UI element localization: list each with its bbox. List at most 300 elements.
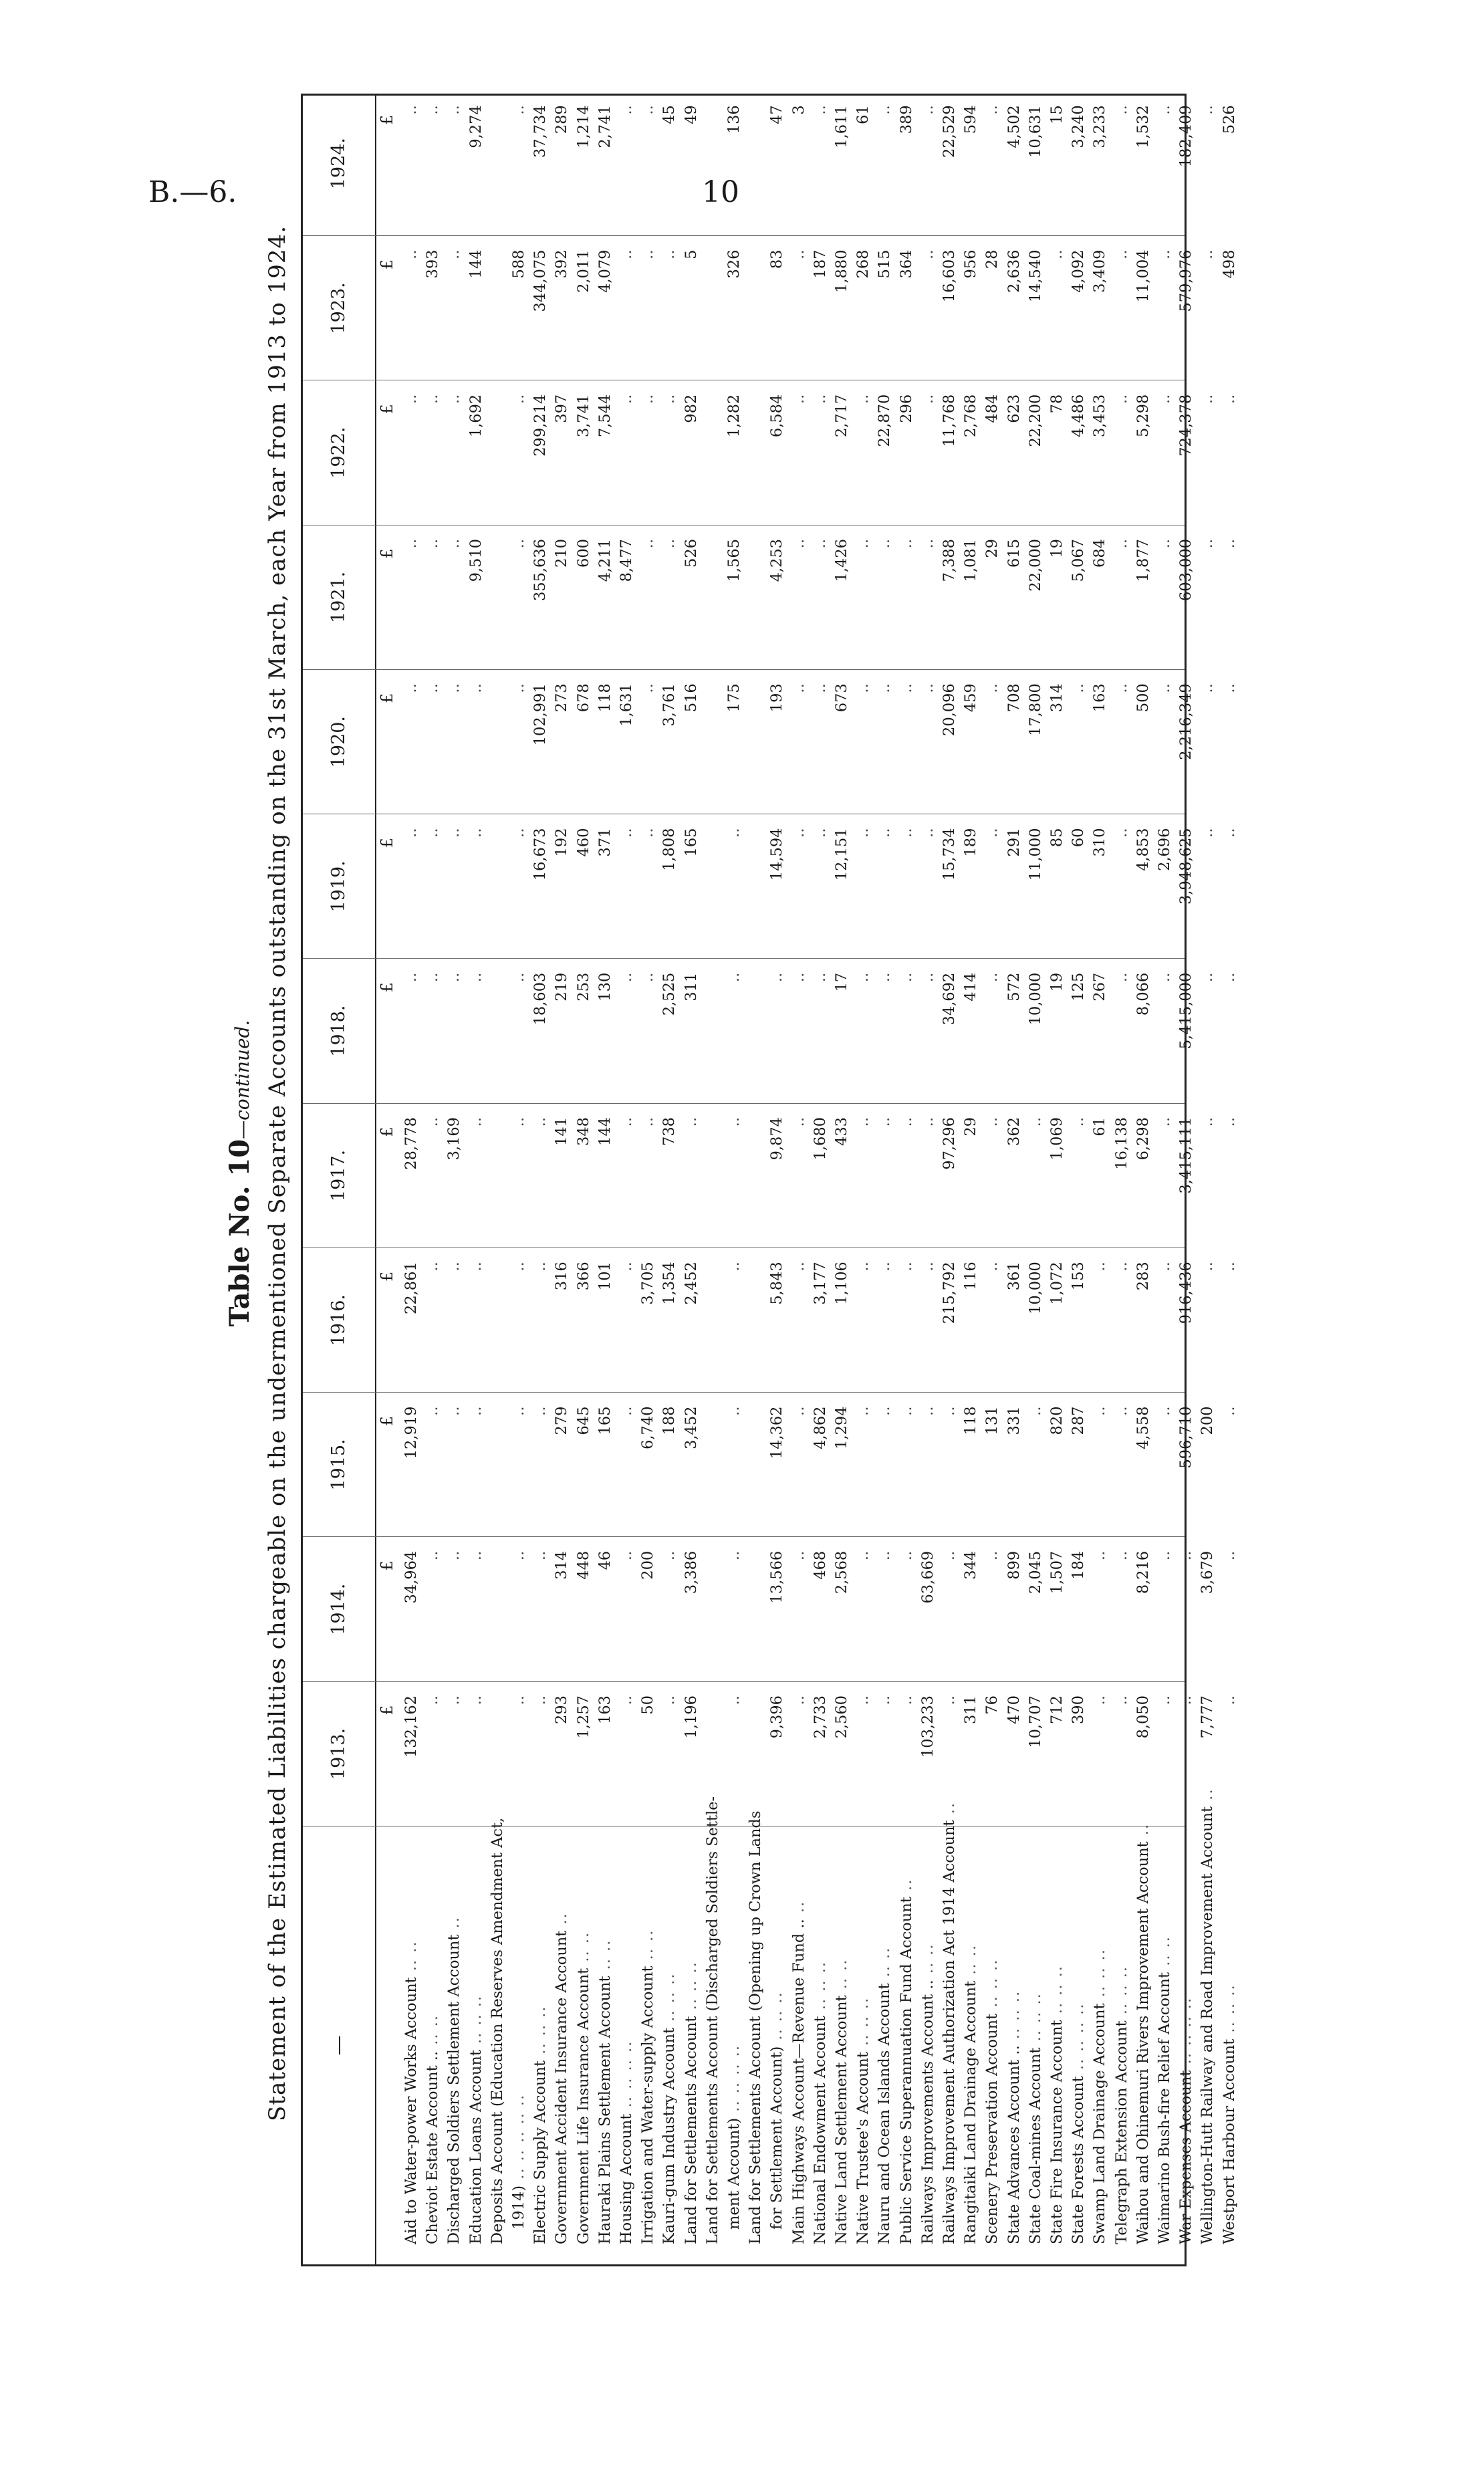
value-cell: 13,566 (768, 1550, 786, 1604)
value-cell: .. (897, 1406, 915, 1416)
value-cell: 1,196 (682, 1695, 700, 1739)
table-body (375, 96, 1238, 2264)
row-label-text: Cheviot Estate Account .. (424, 2050, 442, 2244)
value-cell: .. (467, 683, 485, 693)
leader-dots: .. .. (918, 1943, 937, 1980)
value-cell: 2,636 (1005, 249, 1023, 293)
value-cell: 283 (1134, 1262, 1152, 1291)
value-cell: .. (618, 394, 635, 404)
value-cell: 1,294 (833, 1406, 850, 1449)
leader-dots: .. .. (574, 1931, 592, 1968)
value-cell: .. (445, 539, 463, 549)
leader-dots: .. (553, 1912, 571, 1931)
value-cell: 392 (553, 249, 571, 279)
value-cell: 1,354 (660, 1262, 678, 1305)
value-cell: 9,874 (768, 1117, 786, 1161)
value-cell: .. (510, 1406, 527, 1416)
value-cell: .. (789, 828, 808, 838)
value-cell: .. (1220, 1695, 1238, 1705)
row-label-text: for Settlement Account) (768, 2046, 786, 2230)
row-label (551, 1847, 572, 2244)
value-cell: .. (918, 1406, 937, 1416)
row-label (745, 1810, 766, 2244)
value-cell: .. (1177, 1550, 1195, 1561)
value-cell: 132,162 (402, 1695, 420, 1758)
value-cell: .. (789, 539, 808, 549)
value-cell: 820 (1048, 1406, 1066, 1435)
value-cell: 131 (983, 1406, 1001, 1435)
row-label-text: Electric Supply Account (531, 2060, 549, 2244)
value-cell: .. (424, 683, 442, 693)
table-row (616, 92, 637, 2264)
value-cell: 118 (596, 683, 614, 713)
table-row (1089, 92, 1110, 2264)
value-cell: .. (660, 1695, 678, 1705)
value-cell: .. (660, 539, 678, 549)
table-row (917, 92, 939, 2264)
value-cell: .. (897, 539, 915, 549)
value-cell: 3,386 (682, 1550, 700, 1594)
value-cell: .. (639, 249, 657, 259)
value-cell: 603,000 (1177, 539, 1195, 602)
value-cell: .. (918, 972, 937, 983)
row-label-text: Land for Settlements Account (Discharged Soldiers Settle- (703, 1796, 721, 2244)
value-cell: .. (618, 1262, 635, 1272)
value-cell: .. (1199, 249, 1217, 259)
value-cell: .. (983, 828, 1001, 838)
row-label-text: War Expenses Account (1177, 2070, 1195, 2244)
value-cell: 4,253 (768, 539, 786, 582)
value-cell: 1,257 (574, 1695, 592, 1739)
value-cell: 15 (1048, 105, 1066, 124)
row-label-text: Land for Settlements Account (Opening up Crown Lands (747, 1810, 765, 2244)
value-cell: .. (854, 828, 872, 838)
year-header: 1915. (303, 1393, 375, 1537)
leader-dots: .. .. .. .. (1177, 1996, 1195, 2070)
table-row (723, 92, 745, 2264)
value-cell: 279 (553, 1406, 571, 1435)
value-cell: .. (467, 1695, 485, 1705)
leader-dots: .. .. (596, 1939, 614, 1976)
value-cell: .. (1199, 394, 1217, 404)
value-cell: 5 (682, 249, 700, 259)
value-cell: 165 (682, 828, 700, 857)
row-label-text: Aid to Water-power Works Account (402, 1977, 420, 2244)
value-cell: 2,216,349 (1177, 683, 1195, 760)
value-cell: 50 (639, 1695, 657, 1715)
leader-dots: .. .. (833, 1958, 850, 1996)
value-cell: .. (1220, 828, 1238, 838)
row-label-text: National Endowment Account (811, 2016, 829, 2244)
value-cell: .. (402, 683, 420, 693)
value-cell: 61 (1091, 1117, 1109, 1137)
leader-dots: .. .. (962, 1943, 980, 1981)
value-cell: 144 (596, 1117, 614, 1146)
value-cell: 344,075 (531, 249, 549, 312)
value-cell: 8,050 (1134, 1695, 1152, 1739)
value-cell: .. (854, 1406, 872, 1416)
table-row (1197, 92, 1218, 2264)
value-cell: .. (639, 972, 657, 983)
value-cell: 163 (596, 1695, 614, 1724)
label-column-header: — (327, 2035, 350, 2056)
value-cell: 102,991 (531, 683, 549, 746)
value-cell: 16,673 (531, 828, 549, 881)
value-cell: .. (445, 972, 463, 983)
leader-dots: .. .. .. (1005, 1990, 1023, 2046)
value-cell: 46 (596, 1550, 614, 1570)
value-cell: 1,507 (1048, 1550, 1066, 1594)
value-cell: .. (876, 1406, 894, 1416)
value-cell: 3,240 (1070, 105, 1088, 148)
value-cell: 2,696 (1156, 828, 1173, 871)
value-cell: .. (531, 1117, 549, 1127)
value-cell: .. (424, 1695, 442, 1705)
value-cell: 101 (596, 1262, 614, 1291)
value-cell: 1,611 (833, 105, 850, 148)
value-cell: 982 (682, 394, 700, 423)
value-cell: .. (897, 1262, 915, 1272)
row-label (508, 1832, 529, 2230)
leader-dots: .. .. .. (1091, 1948, 1109, 2004)
table-row (1003, 92, 1025, 2264)
value-cell: 468 (811, 1550, 829, 1580)
value-cell: 526 (1220, 105, 1238, 134)
year-header: 1924. (303, 92, 375, 236)
row-label (831, 1847, 852, 2244)
table-row (658, 92, 680, 2264)
value-cell: .. (854, 972, 872, 983)
value-cell: 60 (1070, 828, 1088, 848)
value-cell: .. (725, 828, 743, 838)
value-cell: .. (1156, 1695, 1173, 1705)
value-cell: 3,409 (1091, 249, 1109, 293)
row-label-text: State Forests Account (1070, 2076, 1088, 2244)
value-cell: 3,679 (1199, 1550, 1217, 1594)
value-cell: 3,948,625 (1177, 828, 1195, 905)
table-row (745, 92, 766, 2264)
value-cell: .. (424, 1406, 442, 1416)
value-cell: .. (854, 1695, 872, 1705)
row-label (960, 1847, 981, 2244)
value-cell: .. (1199, 539, 1217, 549)
value-cell: .. (1091, 1406, 1109, 1416)
value-cell: .. (1070, 683, 1088, 693)
value-cell: 16,138 (1112, 1117, 1130, 1170)
row-label-text: Native Trustee's Account (854, 2052, 872, 2244)
value-cell: 14,594 (768, 828, 786, 881)
leader-dots: .. (1199, 1788, 1217, 1806)
leader-dots: .. .. .. (811, 1961, 829, 2016)
leader-dots: .. .. .. (1026, 1992, 1044, 2048)
value-cell: .. (918, 539, 937, 549)
value-cell: .. (467, 972, 485, 983)
value-cell: 141 (553, 1117, 571, 1146)
value-cell: 1,631 (618, 683, 635, 727)
year-header: 1914. (303, 1538, 375, 1682)
value-cell: .. (876, 683, 894, 693)
value-cell: .. (854, 1262, 872, 1272)
liabilities-table (301, 94, 1238, 2266)
value-cell: .. (618, 1550, 635, 1561)
value-cell: .. (983, 1262, 1001, 1272)
value-cell: .. (1112, 1262, 1130, 1272)
leader-dots: .. .. .. (1220, 1984, 1238, 2039)
leader-dots: .. (897, 1878, 915, 1897)
value-cell: .. (467, 828, 485, 838)
value-cell: .. (725, 1117, 743, 1127)
value-cell: 291 (1005, 828, 1023, 857)
value-cell: .. (510, 1695, 527, 1705)
table-row (529, 92, 551, 2264)
value-cell: 45 (660, 105, 678, 124)
leader-dots: .. .. .. (467, 1994, 485, 2050)
value-cell: .. (1199, 828, 1217, 838)
value-cell: 296 (897, 394, 915, 423)
row-label-text: Telegraph Extension Account (1112, 2020, 1130, 2244)
value-cell: .. (1199, 105, 1217, 115)
value-cell: 366 (574, 1262, 592, 1291)
value-cell: 14,540 (1026, 249, 1044, 303)
value-cell: .. (876, 1550, 894, 1561)
value-cell: .. (854, 1117, 872, 1127)
value-cell: 15,734 (941, 828, 958, 881)
row-label-text: Public Service Superannuation Fund Account (897, 1897, 915, 2244)
value-cell: 5,843 (768, 1262, 786, 1305)
value-cell: 623 (1005, 394, 1023, 423)
value-cell: 310 (1091, 828, 1109, 857)
row-label (637, 1847, 658, 2244)
value-cell: .. (467, 1406, 485, 1416)
value-cell: 1,877 (1134, 539, 1152, 582)
value-cell: .. (639, 1117, 657, 1127)
year-header: 1917. (303, 1104, 375, 1248)
value-cell: .. (897, 972, 915, 983)
row-label (422, 1847, 443, 2244)
value-cell: 28,778 (402, 1117, 420, 1170)
value-cell: .. (918, 105, 937, 115)
row-label (1068, 1847, 1089, 2244)
value-cell: 4,558 (1134, 1406, 1152, 1449)
value-cell: 4,211 (596, 539, 614, 582)
row-label-text: State Advances Account .. (1005, 2045, 1023, 2244)
value-cell: .. (424, 105, 442, 115)
value-cell: 22,000 (1026, 539, 1044, 592)
value-cell: .. (1112, 828, 1130, 838)
value-cell: .. (876, 105, 894, 115)
value-cell: 916,436 (1177, 1262, 1195, 1324)
row-label (702, 1796, 723, 2244)
value-cell: .. (725, 1695, 743, 1705)
table-title (224, 70, 255, 2276)
value-cell: .. (402, 828, 420, 838)
row-label (1175, 1847, 1197, 2244)
value-cell: 12,151 (833, 828, 850, 881)
table-row (1046, 92, 1068, 2264)
value-cell: 526 (682, 539, 700, 568)
year-header: 1916. (303, 1248, 375, 1393)
leader-dots: .. .. .. .. (1070, 2002, 1088, 2077)
value-cell: .. (531, 1695, 549, 1705)
row-label-text: Native Land Settlement Account (833, 1995, 850, 2244)
value-cell: 2,741 (596, 105, 614, 148)
value-cell: 184 (1070, 1550, 1088, 1580)
value-cell: .. (1112, 394, 1130, 404)
row-label (852, 1847, 874, 2244)
value-cell: 19 (1048, 972, 1066, 992)
leader-dots: .. .. (876, 1946, 894, 1984)
row-label-text: Main Highways Account—Revenue Fund .. (789, 1919, 808, 2244)
value-cell: 1,808 (660, 828, 678, 871)
row-label-text: Railways Improvement Authorization Act 1914 Account (941, 1820, 958, 2244)
value-cell: 193 (768, 683, 786, 713)
value-cell: .. (854, 1550, 872, 1561)
value-cell: 12,919 (402, 1406, 420, 1459)
row-label (1197, 1788, 1218, 2244)
value-cell: .. (1156, 972, 1173, 983)
value-cell: 397 (553, 394, 571, 423)
value-cell: .. (445, 1695, 463, 1705)
value-cell: 11,004 (1134, 249, 1152, 303)
value-cell: .. (660, 1550, 678, 1561)
row-label-text: Kauri-gum Industry Account (660, 2027, 678, 2244)
value-cell: 1,072 (1048, 1262, 1066, 1305)
value-cell: 678 (574, 683, 592, 713)
value-cell: 588 (510, 249, 527, 279)
currency-symbol: £ (378, 982, 396, 993)
value-cell: 3,177 (811, 1262, 829, 1305)
currency-symbol: £ (378, 548, 396, 559)
value-cell: 3,761 (660, 683, 678, 727)
leader-dots: .. .. (402, 1940, 420, 1978)
value-cell: 7,388 (941, 539, 958, 582)
value-cell: .. (660, 249, 678, 259)
table-row (1068, 92, 1089, 2264)
value-cell: .. (1048, 249, 1066, 259)
value-cell: 130 (596, 972, 614, 1001)
value-cell: 192 (553, 828, 571, 857)
row-label-text: Rangitaiki Land Drainage Account (962, 1980, 980, 2244)
value-cell: .. (897, 828, 915, 838)
value-cell: .. (510, 972, 527, 983)
value-cell: .. (1220, 1406, 1238, 1416)
value-cell: .. (1199, 1117, 1217, 1127)
value-cell: 712 (1048, 1695, 1066, 1724)
row-label (766, 1832, 787, 2230)
table-row (422, 92, 443, 2264)
value-cell: 34,964 (402, 1550, 420, 1604)
value-cell: .. (531, 1262, 549, 1272)
value-cell: 165 (596, 1406, 614, 1435)
currency-symbol: £ (378, 404, 396, 414)
row-label-text: Scenery Preservation Account (983, 2013, 1001, 2244)
value-cell: .. (918, 1117, 937, 1127)
value-cell: .. (789, 249, 808, 259)
value-cell: .. (897, 1550, 915, 1561)
value-cell: .. (445, 394, 463, 404)
value-cell: .. (1112, 972, 1130, 983)
value-cell: .. (918, 683, 937, 693)
year-header: 1919. (303, 814, 375, 959)
value-cell: 344 (962, 1550, 980, 1580)
value-cell: 4,079 (596, 249, 614, 293)
value-cell: .. (639, 105, 657, 115)
value-cell: 645 (574, 1406, 592, 1435)
table-row (508, 92, 529, 2264)
value-cell: 2,045 (1026, 1550, 1044, 1594)
value-cell: 390 (1070, 1695, 1088, 1724)
value-cell: 153 (1070, 1262, 1088, 1291)
table-title-suffix: —continued. (231, 1020, 253, 1139)
value-cell: .. (402, 972, 420, 983)
value-cell: .. (618, 828, 635, 838)
currency-symbol: £ (378, 837, 396, 848)
value-cell: .. (618, 1695, 635, 1705)
value-cell: 1,426 (833, 539, 850, 582)
row-label-text: Government Life Insurance Account (574, 1968, 592, 2244)
value-cell: 210 (553, 539, 571, 568)
value-cell: 175 (725, 683, 743, 713)
value-cell: 63,669 (918, 1550, 937, 1604)
row-label (810, 1847, 831, 2244)
value-cell: .. (811, 394, 829, 404)
value-cell: 47 (768, 105, 786, 124)
value-cell: .. (639, 683, 657, 693)
value-cell: 515 (876, 249, 894, 279)
value-cell: 61 (854, 105, 872, 124)
value-cell: .. (402, 249, 420, 259)
table-row (400, 92, 422, 2264)
value-cell: .. (983, 683, 1001, 693)
leader-dots: .. (941, 1801, 958, 1820)
value-cell: 8,066 (1134, 972, 1152, 1016)
value-cell: 2,525 (660, 972, 678, 1016)
leader-dots: .. .. .. (1048, 1965, 1066, 2020)
value-cell: .. (510, 828, 527, 838)
year-header: 1921. (303, 525, 375, 670)
value-cell: .. (510, 1550, 527, 1561)
row-label (874, 1847, 895, 2244)
value-cell: 460 (574, 828, 592, 857)
value-cell: 3,452 (682, 1406, 700, 1449)
value-cell: .. (1177, 1695, 1195, 1705)
value-cell: .. (918, 828, 937, 838)
value-cell: 17 (833, 972, 850, 992)
row-label (658, 1847, 680, 2244)
value-cell: .. (941, 1695, 958, 1705)
row-label (1025, 1847, 1046, 2244)
value-cell: .. (618, 1117, 635, 1127)
value-cell: .. (854, 394, 872, 404)
value-cell: .. (618, 105, 635, 115)
row-label-text: Irrigation and Water-supply Account (639, 1966, 657, 2244)
value-cell: 189 (962, 828, 980, 857)
value-cell: .. (789, 394, 808, 404)
value-cell: 116 (962, 1262, 980, 1291)
value-cell: 3,169 (445, 1117, 463, 1161)
value-cell: 314 (1048, 683, 1066, 713)
value-cell: 393 (424, 249, 442, 279)
value-cell: .. (789, 1550, 808, 1561)
row-label (1111, 1847, 1132, 2244)
value-cell: 299,214 (531, 394, 549, 457)
value-cell: 6,740 (639, 1406, 657, 1449)
value-cell: 29 (983, 539, 1001, 558)
value-cell: 1,214 (574, 105, 592, 148)
leader-dots: .. .. .. (768, 1991, 786, 2046)
value-cell: 17,800 (1026, 683, 1044, 736)
row-label-text: 1914) (510, 2185, 527, 2230)
